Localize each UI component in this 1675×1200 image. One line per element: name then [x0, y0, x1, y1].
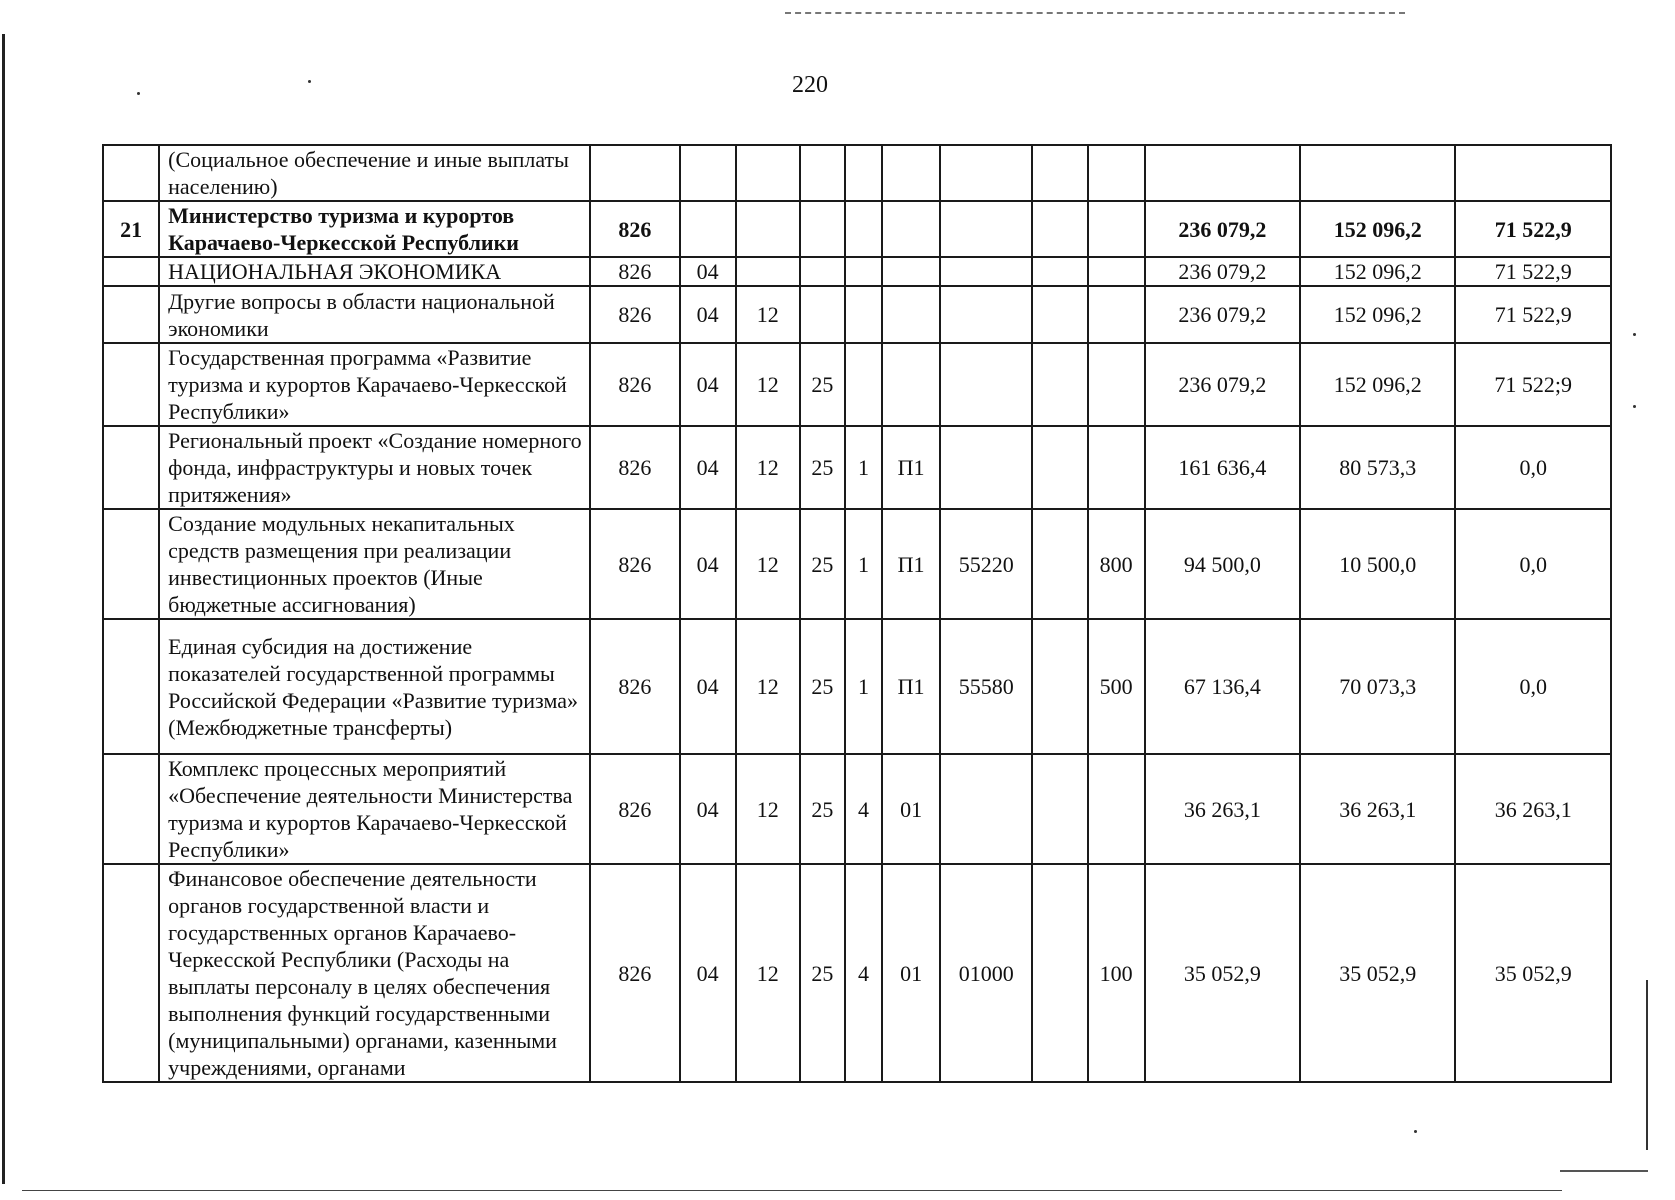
- table-cell: 826: [590, 619, 679, 754]
- table-cell: 25: [800, 754, 845, 864]
- table-cell: [1088, 257, 1145, 286]
- table-cell: 70 073,3: [1300, 619, 1455, 754]
- table-cell: [1032, 426, 1087, 509]
- table-cell: 236 079,2: [1145, 201, 1300, 257]
- table-cell: 71 522,9: [1455, 286, 1611, 343]
- table-row: [103, 509, 1611, 619]
- table-cell: [1032, 509, 1087, 619]
- table-cell: [1088, 343, 1145, 426]
- table-cell: [940, 201, 1032, 257]
- table-cell: [882, 257, 940, 286]
- table-cell: [1088, 286, 1145, 343]
- scan-speck: [1414, 1130, 1417, 1133]
- table-cell: П1: [882, 426, 940, 509]
- table-cell: 12: [736, 864, 800, 1082]
- table-cell: [940, 286, 1032, 343]
- table-row: [103, 201, 1611, 257]
- table-cell: 0,0: [1455, 509, 1611, 619]
- table-cell: [1032, 619, 1087, 754]
- table-row: [103, 754, 1611, 864]
- table-cell: 826: [590, 426, 679, 509]
- table-cell: [800, 257, 845, 286]
- row-number-cell: [103, 145, 159, 201]
- table-cell: [1032, 201, 1087, 257]
- table-cell: [680, 201, 736, 257]
- row-number-cell: [103, 619, 159, 754]
- table-row: [103, 145, 1611, 201]
- table-row: [103, 286, 1611, 343]
- table-row: [103, 426, 1611, 509]
- table-cell: 04: [680, 864, 736, 1082]
- table-cell: [882, 145, 940, 201]
- table-cell: 12: [736, 426, 800, 509]
- table-cell: 500: [1088, 619, 1145, 754]
- table-cell: 04: [680, 257, 736, 286]
- table-cell: 01: [882, 864, 940, 1082]
- table-cell: 25: [800, 509, 845, 619]
- budget-table: [102, 144, 1612, 1083]
- table-cell: 826: [590, 286, 679, 343]
- table-cell: 04: [680, 509, 736, 619]
- scan-artifact-top-dash: [785, 12, 1405, 14]
- table-row: [103, 257, 1611, 286]
- table-cell: 1: [845, 509, 882, 619]
- table-cell: [800, 286, 845, 343]
- table-cell: 826: [590, 257, 679, 286]
- row-name-cell: Государственная программа «Развитие туризма и курортов Карачаево-Черкесской Республики»: [159, 343, 590, 426]
- table-cell: 1: [845, 426, 882, 509]
- table-cell: [590, 145, 679, 201]
- table-cell: [845, 286, 882, 343]
- table-cell: 12: [736, 619, 800, 754]
- table-cell: П1: [882, 509, 940, 619]
- table-cell: П1: [882, 619, 940, 754]
- table-cell: [845, 201, 882, 257]
- table-cell: 152 096,2: [1300, 343, 1455, 426]
- table-cell: 04: [680, 343, 736, 426]
- scan-speck: [137, 92, 140, 95]
- table-cell: 12: [736, 509, 800, 619]
- scan-artifact-right-bottom: [1560, 1170, 1648, 1172]
- row-name-cell: Министерство туризма и курортов Карачаево-Черкесской Республики: [159, 201, 590, 257]
- row-number-cell: [103, 754, 159, 864]
- table-cell: [736, 201, 800, 257]
- table-cell: 04: [680, 619, 736, 754]
- table-cell: [736, 257, 800, 286]
- table-cell: [1088, 754, 1145, 864]
- row-name-cell: НАЦИОНАЛЬНАЯ ЭКОНОМИКА: [159, 257, 590, 286]
- table-cell: 826: [590, 343, 679, 426]
- table-cell: 25: [800, 343, 845, 426]
- table-cell: 25: [800, 864, 845, 1082]
- table-cell: 80 573,3: [1300, 426, 1455, 509]
- table-cell: 71 522,9: [1455, 257, 1611, 286]
- table-cell: [1032, 343, 1087, 426]
- row-number-cell: [103, 509, 159, 619]
- table-cell: 152 096,2: [1300, 201, 1455, 257]
- table-cell: [1032, 145, 1087, 201]
- table-cell: [800, 201, 845, 257]
- table-cell: 35 052,9: [1145, 864, 1300, 1082]
- table-row: [103, 619, 1611, 754]
- table-cell: [882, 286, 940, 343]
- table-cell: 152 096,2: [1300, 257, 1455, 286]
- table-cell: 800: [1088, 509, 1145, 619]
- table-cell: 826: [590, 201, 679, 257]
- table-cell: 01000: [940, 864, 1032, 1082]
- table-cell: [845, 145, 882, 201]
- table-cell: [882, 201, 940, 257]
- table-cell: 12: [736, 343, 800, 426]
- table-cell: 55220: [940, 509, 1032, 619]
- row-name-cell: Единая субсидия на достижение показателей государственной программы Российской Федерации «Развитие туризма» (Межбюджетные трансферты): [159, 619, 590, 754]
- scan-artifact-left-edge: [2, 34, 5, 1184]
- table-cell: [1032, 286, 1087, 343]
- table-cell: [1088, 201, 1145, 257]
- table-cell: [940, 145, 1032, 201]
- table-cell: 152 096,2: [1300, 286, 1455, 343]
- table-cell: 236 079,2: [1145, 343, 1300, 426]
- table-cell: 236 079,2: [1145, 286, 1300, 343]
- table-cell: [1032, 754, 1087, 864]
- table-cell: 161 636,4: [1145, 426, 1300, 509]
- table-cell: 35 052,9: [1300, 864, 1455, 1082]
- page-number: 220: [792, 72, 828, 98]
- scan-speck: [1633, 333, 1636, 336]
- row-number-cell: [103, 426, 159, 509]
- table-cell: 36 263,1: [1300, 754, 1455, 864]
- row-name-cell: Создание модульных некапитальных средств размещения при реализации инвестиционных проектов (Иные бюджетные ассигнования): [159, 509, 590, 619]
- table-cell: 67 136,4: [1145, 619, 1300, 754]
- table-cell: [736, 145, 800, 201]
- table-cell: 826: [590, 864, 679, 1082]
- table-cell: [1300, 145, 1455, 201]
- row-name-cell: Комплекс процессных мероприятий «Обеспечение деятельности Министерства туризма и курортов Карачаево-Черкесской Республики»: [159, 754, 590, 864]
- table-body: [103, 145, 1611, 1082]
- table-cell: 55580: [940, 619, 1032, 754]
- table-cell: [680, 145, 736, 201]
- table-cell: [845, 343, 882, 426]
- table-cell: [1145, 145, 1300, 201]
- scan-artifact-bottom-edge: [22, 1190, 1562, 1191]
- table-cell: 236 079,2: [1145, 257, 1300, 286]
- table-cell: [800, 145, 845, 201]
- table-cell: 25: [800, 426, 845, 509]
- table-row: [103, 864, 1611, 1082]
- table-cell: [1455, 145, 1611, 201]
- table-cell: [940, 426, 1032, 509]
- table-cell: 4: [845, 754, 882, 864]
- table-cell: 10 500,0: [1300, 509, 1455, 619]
- table-cell: 4: [845, 864, 882, 1082]
- row-name-cell: Региональный проект «Создание номерного фонда, инфраструктуры и новых точек притяжения»: [159, 426, 590, 509]
- row-number-cell: [103, 257, 159, 286]
- row-name-cell: Другие вопросы в области национальной экономики: [159, 286, 590, 343]
- table-cell: 71 522,9: [1455, 201, 1611, 257]
- row-name-cell: Финансовое обеспечение деятельности органов государственной власти и государственных органов Карачаево-Черкесской Республики (Расходы на выплаты персоналу в целях обеспечения выполнения функций государственными (муниципальными) органами, казенными учреждениями, органами: [159, 864, 590, 1082]
- scan-speck: [308, 80, 311, 83]
- row-number-cell: [103, 286, 159, 343]
- table-cell: 100: [1088, 864, 1145, 1082]
- table-cell: [882, 343, 940, 426]
- table-cell: 04: [680, 754, 736, 864]
- table-cell: 1: [845, 619, 882, 754]
- table-cell: 04: [680, 426, 736, 509]
- table-cell: [940, 343, 1032, 426]
- table-cell: 826: [590, 754, 679, 864]
- table-cell: [1088, 145, 1145, 201]
- row-name-cell: (Социальное обеспечение и иные выплаты населению): [159, 145, 590, 201]
- table-row: [103, 343, 1611, 426]
- table-cell: [845, 257, 882, 286]
- table-cell: 01: [882, 754, 940, 864]
- table-cell: 0,0: [1455, 619, 1611, 754]
- table-cell: 12: [736, 286, 800, 343]
- table-cell: 36 263,1: [1145, 754, 1300, 864]
- table-cell: [940, 257, 1032, 286]
- row-number-cell: 21: [103, 201, 159, 257]
- table-cell: [1088, 426, 1145, 509]
- row-number-cell: [103, 343, 159, 426]
- table-cell: 04: [680, 286, 736, 343]
- table-cell: 35 052,9: [1455, 864, 1611, 1082]
- table-cell: 94 500,0: [1145, 509, 1300, 619]
- table-cell: [1032, 864, 1087, 1082]
- scan-artifact-right-edge: [1646, 980, 1648, 1150]
- scan-speck: [1633, 405, 1636, 408]
- table-cell: 71 522;9: [1455, 343, 1611, 426]
- row-number-cell: [103, 864, 159, 1082]
- table-cell: 12: [736, 754, 800, 864]
- table-cell: 0,0: [1455, 426, 1611, 509]
- table-cell: 36 263,1: [1455, 754, 1611, 864]
- table-cell: 25: [800, 619, 845, 754]
- table-cell: 826: [590, 509, 679, 619]
- table-cell: [1032, 257, 1087, 286]
- table-cell: [940, 754, 1032, 864]
